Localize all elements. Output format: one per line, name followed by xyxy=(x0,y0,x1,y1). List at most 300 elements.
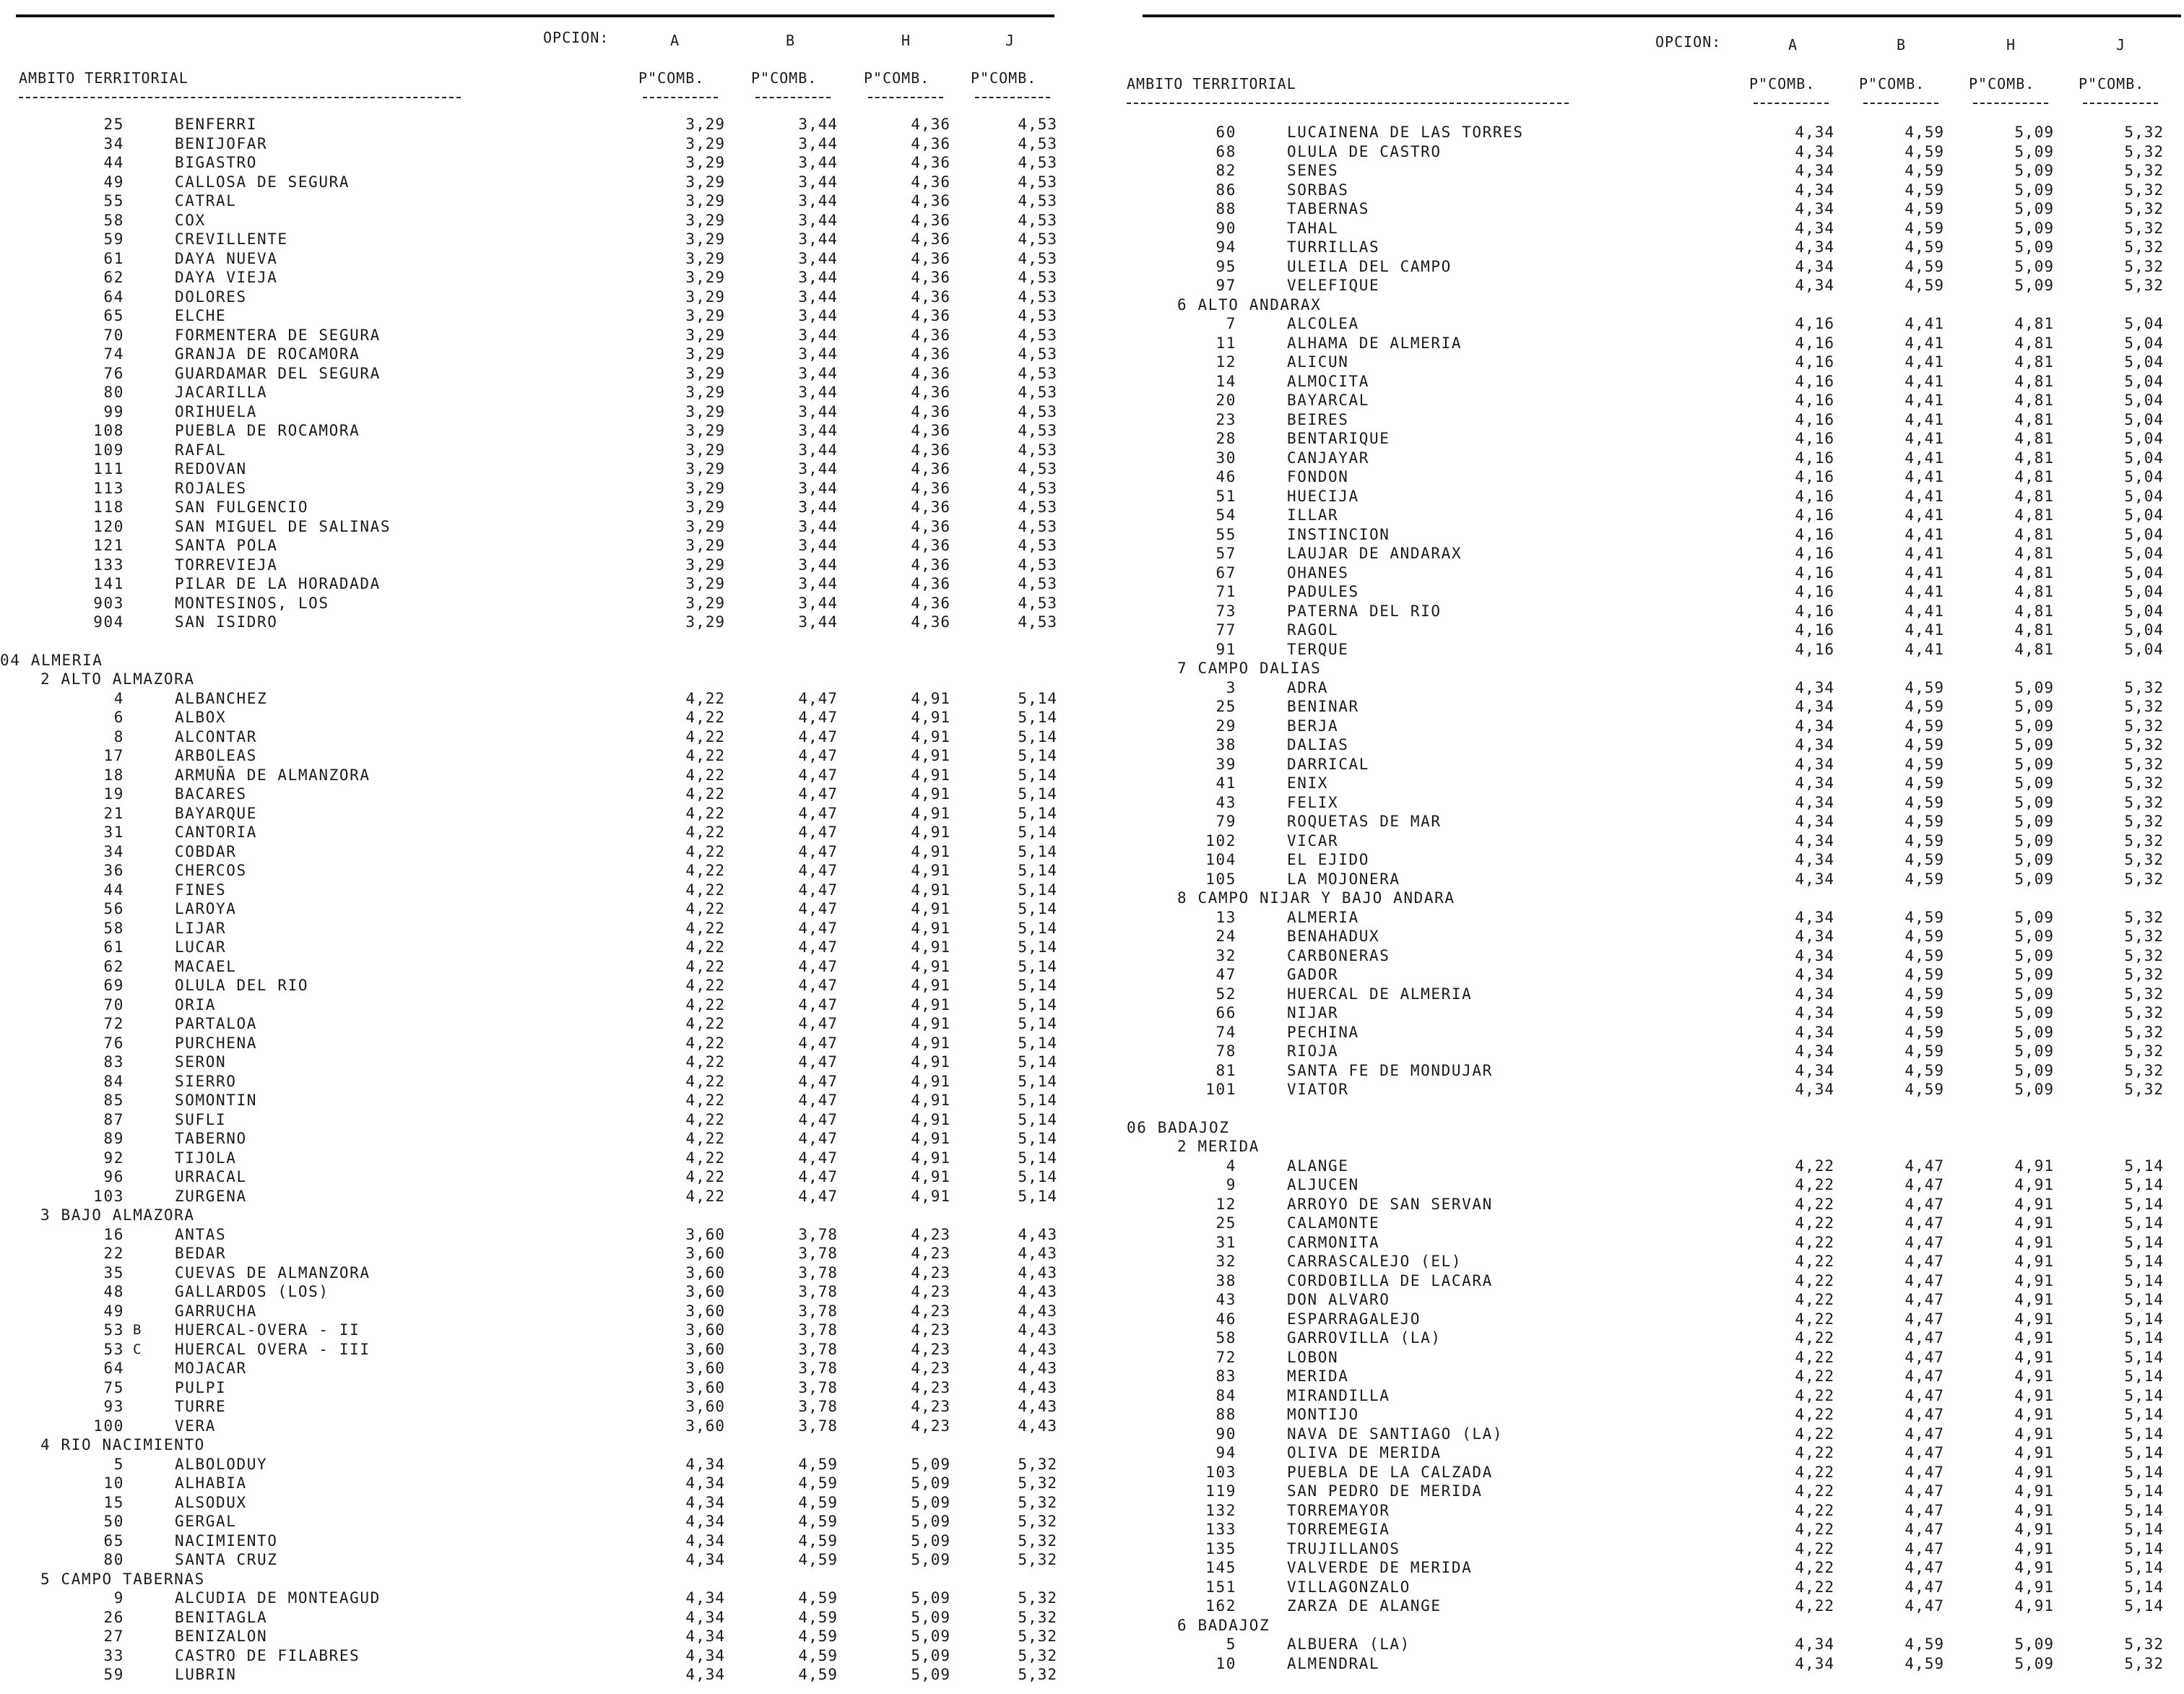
value-h: 4,81 xyxy=(2014,506,2054,524)
value-h: 4,91 xyxy=(911,842,950,860)
value-h: 4,91 xyxy=(2014,1578,2054,1596)
municipality-code: 13 xyxy=(1216,908,1236,926)
value-a: 3,29 xyxy=(685,537,725,554)
municipality-name: TORREVIEJA xyxy=(175,556,278,574)
municipality-code: 22 xyxy=(103,1245,124,1262)
municipality-name: RIOJA xyxy=(1287,1042,1339,1060)
value-a: 4,16 xyxy=(1795,372,1834,390)
table-row xyxy=(0,459,1057,479)
value-b: 4,59 xyxy=(1904,1061,1944,1079)
district-name: 5 CAMPO TABERNAS xyxy=(40,1570,205,1588)
municipality-name: BEIRES xyxy=(1287,410,1349,428)
value-j: 5,14 xyxy=(1018,862,1057,879)
value-a: 3,60 xyxy=(685,1245,725,1262)
value-h: 5,09 xyxy=(2014,831,2054,850)
municipality-code: 133 xyxy=(1205,1521,1236,1538)
value-h: 4,91 xyxy=(911,900,950,917)
municipality-code: 72 xyxy=(1216,1348,1236,1366)
municipality-name: FINES xyxy=(175,881,227,899)
municipality-code: 93 xyxy=(103,1398,124,1415)
value-b: 4,47 xyxy=(1904,1348,1944,1366)
municipality-name: NACIMIENTO xyxy=(175,1531,278,1550)
value-j: 5,14 xyxy=(1018,938,1057,956)
table-row xyxy=(0,1282,1057,1302)
municipality-name: SAN PEDRO DE MERIDA xyxy=(1287,1482,1483,1500)
value-a: 3,29 xyxy=(685,288,725,306)
value-a: 4,16 xyxy=(1795,353,1834,371)
table-row xyxy=(1127,123,2181,142)
value-b: 3,44 xyxy=(798,192,838,209)
ambito-underline xyxy=(1127,103,1569,104)
municipality-code: 46 xyxy=(1216,468,1236,485)
value-a: 4,22 xyxy=(685,689,725,707)
value-j: 5,14 xyxy=(2124,1329,2164,1347)
municipality-name: MERIDA xyxy=(1287,1367,1349,1385)
table-row xyxy=(0,708,1057,727)
value-h: 4,23 xyxy=(911,1245,950,1262)
value-h: 4,36 xyxy=(911,402,950,420)
value-h: 4,36 xyxy=(911,249,950,267)
municipality-code: 91 xyxy=(1216,640,1236,658)
value-h: 5,09 xyxy=(2014,813,2054,830)
option-letter-b: B xyxy=(1897,36,1907,53)
municipality-code: 103 xyxy=(1205,1463,1236,1481)
value-b: 4,47 xyxy=(1904,1444,1944,1461)
municipality-name: LAROYA xyxy=(175,900,237,917)
value-b: 3,44 xyxy=(798,116,838,133)
value-j: 4,53 xyxy=(1018,613,1057,631)
municipality-name: ARBOLEAS xyxy=(175,747,257,764)
value-a: 3,29 xyxy=(685,402,725,420)
value-j: 4,43 xyxy=(1018,1263,1057,1282)
value-b: 3,78 xyxy=(798,1321,838,1339)
value-j: 5,14 xyxy=(1018,727,1057,746)
value-b: 3,44 xyxy=(798,134,838,152)
value-j: 5,32 xyxy=(2124,1061,2164,1079)
value-b: 4,41 xyxy=(1904,334,1944,352)
value-a: 4,22 xyxy=(685,1168,725,1185)
value-j: 5,04 xyxy=(2124,392,2164,409)
municipality-name: OHANES xyxy=(1287,563,1349,582)
table-row xyxy=(0,479,1057,498)
value-b: 4,47 xyxy=(1904,1597,1944,1615)
municipality-name: ORIHUELA xyxy=(175,402,257,420)
municipality-code: 104 xyxy=(1205,851,1236,868)
municipality-name: PECHINA xyxy=(1287,1023,1359,1041)
value-j: 5,32 xyxy=(2124,257,2164,275)
value-a: 4,22 xyxy=(685,919,725,937)
value-h: 4,81 xyxy=(2014,315,2054,332)
value-a: 4,22 xyxy=(1795,1501,1834,1519)
value-h: 5,09 xyxy=(2014,124,2054,141)
value-a: 4,22 xyxy=(685,862,725,879)
value-h: 4,81 xyxy=(2014,621,2054,639)
value-a: 3,29 xyxy=(685,249,725,267)
value-j: 5,32 xyxy=(2124,1635,2164,1653)
municipality-code: 120 xyxy=(93,517,124,535)
value-a: 4,22 xyxy=(1795,1367,1834,1385)
value-a: 3,29 xyxy=(685,192,725,209)
municipality-name: BENAHADUX xyxy=(1287,928,1380,945)
value-a: 4,22 xyxy=(1795,1597,1834,1615)
value-b: 3,78 xyxy=(798,1417,838,1435)
value-a: 4,16 xyxy=(1795,525,1834,543)
value-b: 4,59 xyxy=(1904,1042,1944,1060)
value-j: 5,14 xyxy=(1018,881,1057,899)
municipality-code: 80 xyxy=(103,1551,124,1568)
municipality-name: ZURGENA xyxy=(175,1187,247,1205)
value-h: 4,81 xyxy=(2014,602,2054,620)
value-j: 5,14 xyxy=(1018,766,1057,784)
value-h: 4,23 xyxy=(911,1263,950,1282)
municipality-name: CANTORIA xyxy=(175,824,257,841)
value-h: 4,91 xyxy=(2014,1195,2054,1213)
value-b: 4,59 xyxy=(798,1646,838,1664)
municipality-name: PATERNA DEL RIO xyxy=(1287,602,1442,620)
value-a: 3,29 xyxy=(685,613,725,631)
col-underline xyxy=(975,97,1050,98)
value-h: 4,36 xyxy=(911,537,950,554)
value-h: 4,81 xyxy=(2014,487,2054,505)
table-row xyxy=(0,766,1057,785)
value-b: 4,59 xyxy=(798,1531,838,1550)
table-row xyxy=(1127,697,2181,717)
value-a: 4,22 xyxy=(1795,1521,1834,1538)
value-h: 4,91 xyxy=(911,1130,950,1147)
value-j: 5,14 xyxy=(2124,1195,2164,1213)
value-j: 5,32 xyxy=(2124,200,2164,217)
value-a: 4,34 xyxy=(1795,219,1834,237)
value-b: 3,44 xyxy=(798,249,838,267)
municipality-name: MOJACAR xyxy=(175,1360,247,1377)
value-b: 4,59 xyxy=(1904,238,1944,256)
municipality-code: 83 xyxy=(1216,1367,1236,1385)
table-row xyxy=(1127,1558,2181,1578)
municipality-name: GUARDAMAR DEL SEGURA xyxy=(175,364,381,382)
table-row xyxy=(1127,1157,2181,1176)
value-j: 5,14 xyxy=(1018,995,1057,1014)
province-name: 06 BADAJOZ xyxy=(1127,1118,1230,1136)
value-b: 4,41 xyxy=(1904,545,1944,562)
municipality-code: 101 xyxy=(1205,1081,1236,1098)
value-h: 4,91 xyxy=(2014,1482,2054,1500)
value-j: 4,53 xyxy=(1018,441,1057,459)
municipality-name: MIRANDILLA xyxy=(1287,1386,1390,1404)
table-row xyxy=(1127,1635,2181,1654)
value-j: 5,32 xyxy=(1018,1666,1057,1683)
value-j: 4,43 xyxy=(1018,1340,1057,1358)
value-b: 4,47 xyxy=(798,919,838,937)
municipality-name: NIJAR xyxy=(1287,1004,1339,1021)
col-label-b: P"COMB. xyxy=(751,69,818,87)
table-row xyxy=(1127,1328,2181,1348)
municipality-name: VICAR xyxy=(1287,831,1339,850)
municipality-name: ALCOLEA xyxy=(1287,315,1359,332)
municipality-name: TORREMEGIA xyxy=(1287,1521,1390,1538)
municipality-code: 55 xyxy=(1216,525,1236,543)
value-b: 4,41 xyxy=(1904,410,1944,428)
table-row xyxy=(1127,1539,2181,1559)
value-a: 4,34 xyxy=(1795,142,1834,160)
municipality-name: CUEVAS DE ALMANZORA xyxy=(175,1263,370,1282)
value-b: 4,47 xyxy=(798,727,838,746)
municipality-name: DAYA VIEJA xyxy=(175,269,278,286)
value-b: 4,59 xyxy=(1904,1081,1944,1098)
table-row xyxy=(1127,1654,2181,1674)
value-a: 4,22 xyxy=(685,1053,725,1071)
municipality-code: 75 xyxy=(103,1378,124,1396)
code-suffix: B xyxy=(133,1322,143,1338)
table-row xyxy=(1127,1386,2181,1406)
value-h: 4,36 xyxy=(911,269,950,286)
value-b: 4,41 xyxy=(1904,315,1944,332)
value-a: 3,60 xyxy=(685,1225,725,1243)
value-h: 5,09 xyxy=(2014,1004,2054,1021)
value-j: 5,14 xyxy=(1018,1130,1057,1147)
table-row xyxy=(0,842,1057,862)
value-j: 5,14 xyxy=(1018,747,1057,764)
value-a: 4,22 xyxy=(1795,1157,1834,1175)
municipality-code: 77 xyxy=(1216,621,1236,639)
municipality-name: BENIJOFAR xyxy=(175,134,268,152)
table-row xyxy=(1127,334,2181,353)
value-a: 4,34 xyxy=(1795,928,1834,945)
municipality-name: ARROYO DE SAN SERVAN xyxy=(1287,1195,1493,1213)
value-h: 5,09 xyxy=(2014,985,2054,1003)
table-row xyxy=(0,268,1057,288)
value-h: 5,09 xyxy=(2014,698,2054,715)
municipality-name: BENITAGLA xyxy=(175,1608,268,1626)
municipality-name: ALHAMA DE ALMERIA xyxy=(1287,334,1462,352)
value-b: 3,44 xyxy=(798,307,838,324)
table-row xyxy=(1127,1463,2181,1482)
value-h: 4,81 xyxy=(2014,640,2054,658)
district-heading xyxy=(1127,1616,2181,1635)
value-b: 3,44 xyxy=(798,364,838,382)
municipality-code: 103 xyxy=(93,1187,124,1205)
municipality-code: 51 xyxy=(1216,487,1236,505)
value-b: 4,47 xyxy=(798,1072,838,1090)
value-a: 4,34 xyxy=(1795,831,1834,850)
value-h: 4,91 xyxy=(2014,1157,2054,1175)
value-h: 4,91 xyxy=(911,804,950,822)
table-row xyxy=(0,517,1057,537)
value-h: 4,23 xyxy=(911,1340,950,1358)
value-h: 4,91 xyxy=(911,1053,950,1071)
municipality-name: ILLAR xyxy=(1287,506,1339,524)
table-row xyxy=(1127,717,2181,736)
value-h: 5,09 xyxy=(911,1474,950,1492)
municipality-name: NAVA DE SANTIAGO (LA) xyxy=(1287,1425,1504,1443)
table-row xyxy=(1127,1405,2181,1425)
municipality-name: TURRILLAS xyxy=(1287,238,1380,256)
province-heading xyxy=(1127,1118,2181,1138)
value-j: 5,14 xyxy=(2124,1233,2164,1251)
value-b: 4,41 xyxy=(1904,621,1944,639)
value-h: 4,36 xyxy=(911,307,950,324)
value-b: 4,59 xyxy=(798,1551,838,1568)
value-h: 5,09 xyxy=(2014,736,2054,753)
municipality-code: 70 xyxy=(103,326,124,344)
value-b: 4,59 xyxy=(798,1513,838,1530)
table-row xyxy=(0,441,1057,460)
table-row xyxy=(0,1531,1057,1551)
value-b: 4,47 xyxy=(1904,1253,1944,1270)
municipality-name: ALANGE xyxy=(1287,1157,1349,1175)
municipality-code: 57 xyxy=(1216,545,1236,562)
municipality-name: LAUJAR DE ANDARAX xyxy=(1287,545,1462,562)
value-b: 4,59 xyxy=(798,1493,838,1511)
value-h: 4,91 xyxy=(2014,1176,2054,1193)
municipality-code: 4 xyxy=(113,689,124,707)
col-underline xyxy=(643,97,718,98)
municipality-name: GRANJA DE ROCAMORA xyxy=(175,345,360,363)
value-j: 5,14 xyxy=(2124,1348,2164,1366)
value-j: 5,14 xyxy=(1018,1110,1057,1128)
table-row xyxy=(0,1167,1057,1187)
municipality-code: 58 xyxy=(103,919,124,937)
district-heading xyxy=(1127,659,2181,678)
table-row xyxy=(1127,870,2181,889)
value-b: 3,44 xyxy=(798,594,838,612)
value-a: 4,22 xyxy=(1795,1482,1834,1500)
table-row xyxy=(1127,793,2181,813)
municipality-code: 50 xyxy=(103,1513,124,1530)
table-row xyxy=(0,1665,1057,1685)
municipality-name: SENES xyxy=(1287,162,1339,179)
value-a: 4,34 xyxy=(1795,124,1834,141)
table-row xyxy=(1127,1425,2181,1444)
table-row xyxy=(0,1340,1057,1360)
value-a: 4,22 xyxy=(685,1072,725,1090)
value-j: 5,14 xyxy=(2124,1291,2164,1308)
value-h: 4,23 xyxy=(911,1360,950,1377)
municipality-name: FELIX xyxy=(1287,793,1339,811)
table-row xyxy=(1127,678,2181,698)
table-row xyxy=(1127,372,2181,392)
municipality-code: 9 xyxy=(113,1589,124,1607)
col-label-b: P"COMB. xyxy=(1859,75,1925,92)
value-a: 3,60 xyxy=(685,1321,725,1339)
table-row xyxy=(0,364,1057,384)
municipality-name: TURRE xyxy=(175,1398,227,1415)
col-underline xyxy=(1973,103,2048,104)
municipality-code: 74 xyxy=(103,345,124,363)
value-a: 3,60 xyxy=(685,1398,725,1415)
table-row xyxy=(1127,257,2181,277)
value-j: 5,04 xyxy=(2124,334,2164,352)
value-b: 4,47 xyxy=(798,938,838,956)
value-b: 4,47 xyxy=(798,862,838,879)
value-b: 4,59 xyxy=(1904,813,1944,830)
table-row xyxy=(1127,582,2181,602)
value-h: 4,81 xyxy=(2014,583,2054,600)
municipality-name: HUERCAL OVERA - III xyxy=(175,1340,370,1358)
value-h: 4,23 xyxy=(911,1225,950,1243)
municipality-name: ALMENDRAL xyxy=(1287,1654,1380,1672)
value-a: 4,22 xyxy=(685,1149,725,1167)
value-b: 4,59 xyxy=(798,1608,838,1626)
value-a: 4,34 xyxy=(1795,698,1834,715)
value-b: 3,78 xyxy=(798,1360,838,1377)
value-a: 4,22 xyxy=(685,938,725,956)
table-row xyxy=(0,306,1057,326)
value-a: 3,29 xyxy=(685,384,725,401)
value-h: 4,36 xyxy=(911,345,950,363)
value-j: 5,14 xyxy=(2124,1501,2164,1519)
value-a: 4,16 xyxy=(1795,468,1834,485)
left-rows xyxy=(0,115,1057,1685)
value-h: 4,91 xyxy=(2014,1539,2054,1557)
table-row xyxy=(1127,735,2181,755)
value-b: 4,59 xyxy=(798,1474,838,1492)
municipality-name: LA MOJONERA xyxy=(1287,870,1400,888)
value-b: 3,44 xyxy=(798,537,838,554)
value-a: 4,22 xyxy=(1795,1233,1834,1251)
value-h: 4,91 xyxy=(2014,1406,2054,1423)
value-j: 5,32 xyxy=(1018,1628,1057,1645)
municipality-code: 59 xyxy=(103,1666,124,1683)
table-row xyxy=(1127,276,2181,295)
municipality-name: ALCONTAR xyxy=(175,727,257,746)
municipality-name: ORIA xyxy=(175,995,216,1014)
municipality-name: SORBAS xyxy=(1287,181,1349,199)
value-a: 4,22 xyxy=(685,881,725,899)
municipality-name: ALJUCEN xyxy=(1287,1176,1359,1193)
value-h: 4,36 xyxy=(911,422,950,439)
value-a: 4,22 xyxy=(685,1015,725,1032)
table-row xyxy=(0,613,1057,632)
municipality-name: PURCHENA xyxy=(175,1034,257,1052)
municipality-code: 4 xyxy=(1226,1157,1236,1175)
value-j: 5,32 xyxy=(2124,1654,2164,1672)
table-row xyxy=(0,957,1057,977)
value-h: 4,81 xyxy=(2014,334,2054,352)
municipality-code: 10 xyxy=(1216,1654,1236,1672)
value-h: 4,91 xyxy=(2014,1291,2054,1308)
district-name: 2 ALTO ALMAZORA xyxy=(40,670,195,688)
table-row xyxy=(0,804,1057,824)
value-a: 4,16 xyxy=(1795,563,1834,582)
table-row xyxy=(1127,1443,2181,1463)
municipality-code: 30 xyxy=(1216,449,1236,467)
municipality-name: ALMERIA xyxy=(1287,908,1359,926)
district-name: 3 BAJO ALMAZORA xyxy=(40,1206,195,1224)
col-label-j: P"COMB. xyxy=(971,69,1037,87)
table-row xyxy=(0,1550,1057,1570)
municipality-name: GADOR xyxy=(1287,966,1339,983)
value-h: 5,09 xyxy=(2014,678,2054,696)
table-row xyxy=(1127,563,2181,583)
value-b: 4,47 xyxy=(798,1034,838,1052)
value-h: 4,36 xyxy=(911,498,950,516)
municipality-code: 84 xyxy=(1216,1386,1236,1404)
municipality-code: 41 xyxy=(1216,774,1236,792)
district-name: 2 MERIDA xyxy=(1177,1138,1260,1155)
value-h: 5,09 xyxy=(2014,1023,2054,1041)
municipality-code: 69 xyxy=(103,977,124,994)
value-b: 3,78 xyxy=(798,1302,838,1320)
col-underline xyxy=(1754,103,1829,104)
value-a: 4,22 xyxy=(685,1034,725,1052)
table-row xyxy=(0,995,1057,1015)
municipality-code: 90 xyxy=(1216,219,1236,237)
municipality-name: ESPARRAGALEJO xyxy=(1287,1310,1421,1328)
table-row xyxy=(1127,429,2181,449)
value-a: 4,22 xyxy=(1795,1406,1834,1423)
value-j: 5,04 xyxy=(2124,545,2164,562)
value-b: 4,59 xyxy=(1904,870,1944,888)
